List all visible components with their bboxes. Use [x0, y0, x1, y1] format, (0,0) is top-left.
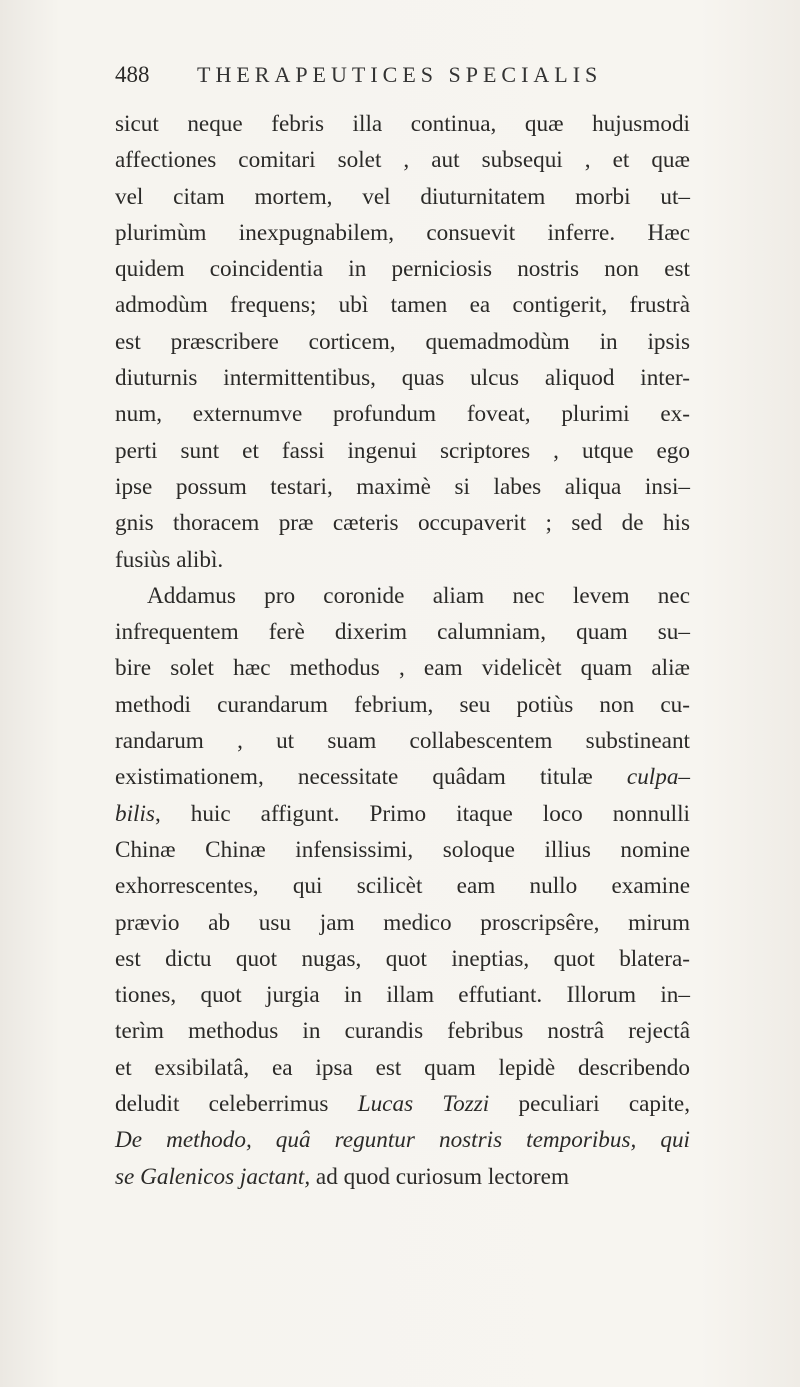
text-line: diuturnis intermittentibus, quas ulcus aliquod inter-: [115, 365, 690, 392]
text-run: existimationem, necessitate quâdam titulæ: [115, 764, 593, 791]
text-line: quidem coincidentia in perniciosis nostris non est: [115, 256, 690, 283]
text-line: est dictu quot nugas, quot ineptias, quot blatera-: [115, 945, 690, 972]
body-text: [115, 106, 690, 1195]
text-line: [115, 1122, 690, 1158]
italic-run: se Galenicos jactant,: [115, 1163, 311, 1190]
italic-run: culpa–: [626, 764, 691, 791]
text-line: plurimùm inexpugnabilem, consuevit inferre. Hæc: [115, 219, 690, 246]
italic-run: bilis: [115, 800, 155, 827]
text-line: [115, 1159, 690, 1195]
text-line: infrequentem ferè dixerim calumniam, quam su–: [115, 619, 690, 646]
text-line: perti sunt et fassi ingenui scriptores , utque ego: [115, 437, 690, 464]
text-run: ad quod curiosum lectorem: [315, 1163, 569, 1190]
text-line: admodùm frequens; ubì tamen ea contigerit, frustrà: [115, 292, 690, 319]
text-line: bire solet hæc methodus , eam videlicèt quam aliæ: [115, 655, 690, 682]
text-line: terìm methodus in curandis febribus nostrâ rejectâ: [115, 1018, 690, 1045]
text-line: et exsibilatâ, ea ipsa est quam lepidè describendo: [115, 1054, 690, 1081]
text-line: est præscribere corticem, quemadmodùm in ipsis: [115, 328, 690, 355]
text-line: methodi curandarum febrium, seu potiùs non cu-: [115, 691, 690, 718]
text-run: , huic affigunt. Primo itaque loco nonnulli: [154, 800, 690, 827]
text-line: vel citam mortem, vel diuturnitatem morbi ut–: [115, 183, 690, 210]
text-line: gnis thoracem præ cæteris occupaverit ; sed de his: [115, 510, 690, 537]
running-head: [115, 62, 675, 96]
text-line: ipse possum testari, maximè si labes aliqua insi–: [115, 473, 690, 500]
text-line: tiones, quot jurgia in illam effutiant. Illorum in–: [115, 982, 690, 1009]
text-line: prævio ab usu jam medico proscripsêre, mirum: [115, 909, 690, 936]
text-line: exhorrescentes, qui scilicèt eam nullo examine: [115, 873, 690, 900]
text-line: randarum , ut suam collabescentem substineant: [115, 728, 690, 755]
running-title: THERAPEUTICES SPECIALIS: [197, 62, 603, 87]
text-line: num, externumve profundum foveat, plurimi ex-: [115, 401, 690, 428]
text-line: [115, 796, 690, 832]
text-line: [115, 1086, 690, 1122]
text-line: affectiones comitari solet , aut subsequi , et quæ: [115, 147, 690, 174]
italic-run: Lucas Tozzi: [357, 1091, 490, 1118]
text-line: [115, 759, 690, 795]
page-number: 488: [115, 62, 150, 87]
text-line: Addamus pro coronide aliam nec levem nec: [147, 582, 690, 609]
text-line: fusiùs alibì.: [115, 546, 224, 573]
text-run: peculiari capite,: [518, 1091, 690, 1118]
text-run: deludit celeberrimus: [115, 1091, 329, 1118]
text-line: sicut neque febris illa continua, quæ hujusmodi: [115, 111, 690, 137]
italic-run: De methodo, quâ reguntur nostris temporibus, qui: [115, 1127, 690, 1154]
text-line: Chinæ Chinæ infensissimi, soloque illius nomine: [115, 836, 690, 863]
